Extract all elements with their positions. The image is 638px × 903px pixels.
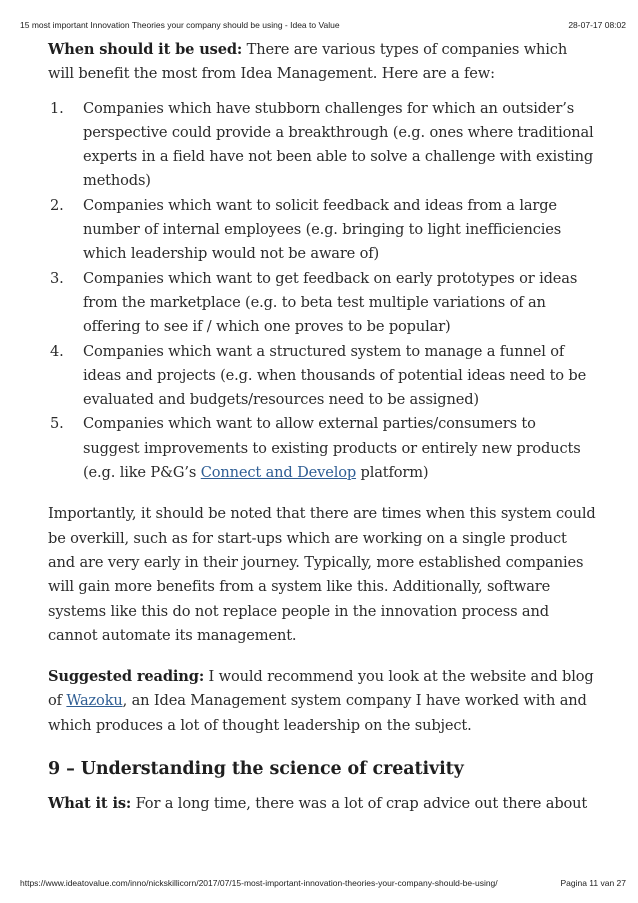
print-footer <box>20 878 626 888</box>
list-item-number: 5. <box>50 415 64 433</box>
what-it-is-text: For a long time, there was a lot of crap advice out there about <box>131 795 588 813</box>
list-item-text: Companies which have stubborn challenges for which an outsider’s perspective could provide a breakthrough (e.g. ones where traditional experts in a field have not been able to solve a challenge with existing methods) <box>83 99 594 190</box>
when-used-text: There are various types of companies which will benefit the most from Idea Management. Here are a few: <box>48 41 568 83</box>
when-used-label: When should it be used: <box>48 41 243 58</box>
company-types-list <box>48 97 596 486</box>
suggested-reading-paragraph <box>48 665 596 738</box>
list-item <box>48 340 596 413</box>
list-item-number: 3. <box>50 269 64 287</box>
what-it-is-label: What it is: <box>48 795 132 813</box>
list-item-text-before: Companies which want to allow external parties/consumers to suggest improvements to existing products or entirely new products (e.g. like P&G’s <box>83 415 581 482</box>
section-heading: 9 – Understanding the science of creativity <box>48 759 464 780</box>
list-item <box>48 267 596 340</box>
suggested-reading-text-after: , an Idea Management system company I have worked with and which produces a lot of thought leadership on the subject. <box>48 692 587 734</box>
list-item-text: Companies which want to get feedback on early prototypes or ideas from the marketplace (e.g. to beta test multiple variations of an offering to see if / which one proves to be popular) <box>83 269 578 336</box>
connect-and-develop-link[interactable]: Connect and Develop <box>200 464 357 482</box>
wazoku-link[interactable]: Wazoku <box>66 692 123 710</box>
print-footer-url: https://www.ideatovalue.com/inno/nickskillicorn/2017/07/15-most-important-innovation-theories-your-company-should-be-using/ <box>20 878 498 888</box>
list-item-text: Companies which want to solicit feedback and ideas from a large number of internal employees (e.g. bringing to light inefficiencies which leadership would not be aware of) <box>83 196 562 263</box>
list-item-number: 2. <box>50 196 64 214</box>
list-item <box>48 194 596 267</box>
suggested-reading-text-before: I would recommend you look at the website and blog of <box>48 668 594 710</box>
list-item <box>48 412 596 485</box>
list-item-number: 1. <box>50 99 64 117</box>
print-header <box>20 20 626 30</box>
article-body <box>48 38 596 816</box>
list-item-text: Companies which want a structured system to manage a funnel of ideas and projects (e.g. when thousands of potential ideas need to be evaluated and budgets/resources need to be assigned) <box>83 342 587 409</box>
what-it-is-paragraph <box>48 792 596 816</box>
print-header-datetime: 28-07-17 08:02 <box>568 20 626 30</box>
list-item <box>48 97 596 194</box>
when-used-paragraph <box>48 38 596 87</box>
importantly-paragraph: Importantly, it should be noted that there are times when this system could be overkill, such as for start-ups which are working on a single product and are very early in their journey. Typically, more established companies will gain more benefits from a system like this. Additionally, software systems like this do not replace people in the innovation process and cannot automate its management. <box>48 505 596 644</box>
print-header-title: 15 most important Innovation Theories your company should be using - Idea to Value <box>20 20 340 30</box>
list-item-text-after: platform) <box>356 464 429 482</box>
list-item-number: 4. <box>50 342 64 360</box>
suggested-reading-label: Suggested reading: <box>48 668 205 686</box>
print-footer-page: Pagina 11 van 27 <box>560 878 626 888</box>
